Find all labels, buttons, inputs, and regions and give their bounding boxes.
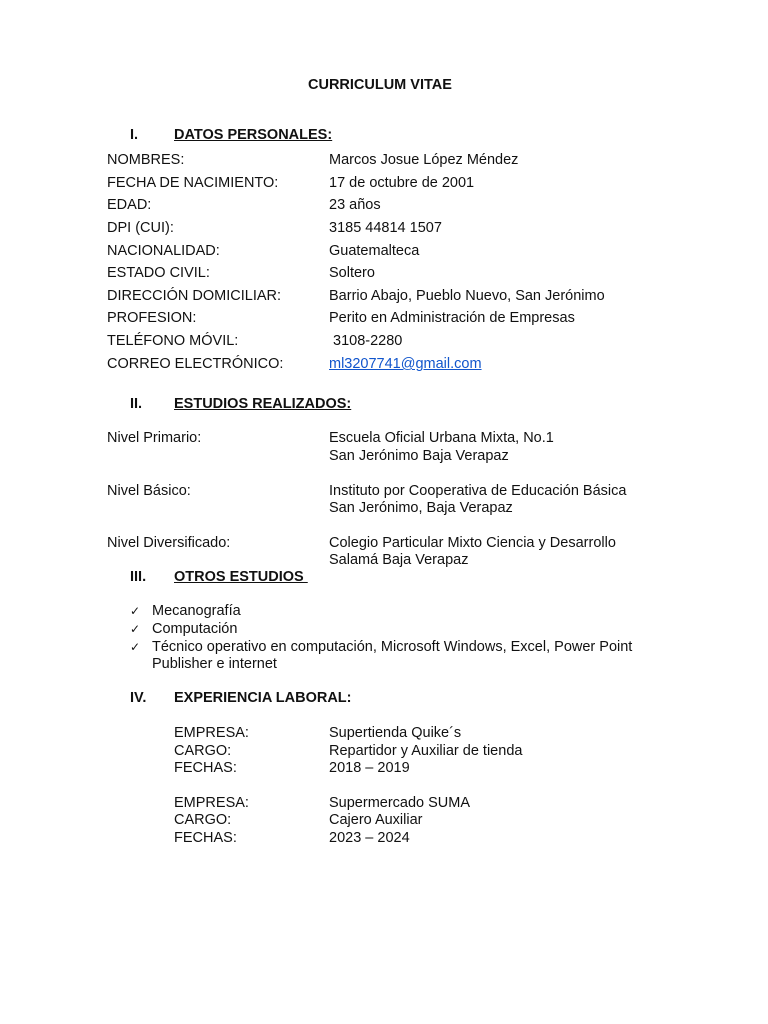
- document-title: CURRICULUM VITAE: [308, 77, 452, 93]
- label-nombres: NOMBRES:: [107, 152, 185, 168]
- value-fecha-nacimiento: 17 de octubre de 2001: [329, 175, 475, 191]
- value-dpi: 3185 44814 1507: [329, 220, 442, 236]
- value-telefono: 3108-2280: [329, 333, 403, 349]
- exp-company: Supertienda Quike´s: [329, 725, 462, 741]
- check-icon: ✓: [130, 604, 141, 618]
- exp-company-label: EMPRESA:: [174, 725, 249, 741]
- label-correo: CORREO ELECTRÓNICO:: [107, 356, 284, 372]
- section-numeral-ii: II.: [130, 396, 143, 412]
- label-dpi: DPI (CUI):: [107, 220, 174, 236]
- label-edad: EDAD:: [107, 197, 152, 213]
- study-level-basico: Nivel Básico:: [107, 483, 191, 499]
- section-numeral-i: I.: [130, 127, 139, 143]
- value-profesion: Perito en Administración de Empresas: [329, 310, 575, 326]
- list-item: Técnico operativo en computación, Microsoft Windows, Excel, Power Point: [152, 639, 633, 655]
- section-heading-datos-personales: DATOS PERSONALES:: [174, 127, 333, 143]
- exp-role: Cajero Auxiliar: [329, 812, 423, 828]
- label-nacionalidad: NACIONALIDAD:: [107, 243, 220, 259]
- list-item-continuation: Publisher e internet: [152, 656, 277, 672]
- exp-role: Repartidor y Auxiliar de tienda: [329, 743, 523, 759]
- check-icon: ✓: [130, 622, 141, 636]
- value-direccion: Barrio Abajo, Pueblo Nuevo, San Jerónimo: [329, 288, 605, 304]
- study-school-primario: Escuela Oficial Urbana Mixta, No.1: [329, 430, 554, 446]
- study-school-diversificado: Colegio Particular Mixto Ciencia y Desarrollo: [329, 535, 616, 551]
- exp-dates: 2023 – 2024: [329, 830, 410, 846]
- value-nacionalidad: Guatemalteca: [329, 243, 420, 259]
- study-school-basico: Instituto por Cooperativa de Educación Básica: [329, 483, 627, 499]
- exp-role-label: CARGO:: [174, 743, 232, 759]
- list-item: Computación: [152, 621, 238, 637]
- list-item: Mecanografía: [152, 603, 241, 619]
- value-estado-civil: Soltero: [329, 265, 375, 281]
- email-link[interactable]: ml3207741@gmail.com: [329, 356, 482, 372]
- label-direccion: DIRECCIÓN DOMICILIAR:: [107, 288, 282, 304]
- label-estado-civil: ESTADO CIVIL:: [107, 265, 210, 281]
- label-telefono: TELÉFONO MÓVIL:: [107, 333, 239, 349]
- study-level-diversificado: Nivel Diversificado:: [107, 535, 231, 551]
- exp-dates-label: FECHAS:: [174, 830, 237, 846]
- section-numeral-iii: III.: [130, 569, 147, 585]
- study-level-primario: Nivel Primario:: [107, 430, 202, 446]
- study-place-primario: San Jerónimo Baja Verapaz: [329, 448, 509, 464]
- check-icon: ✓: [130, 640, 141, 654]
- exp-dates: 2018 – 2019: [329, 760, 410, 776]
- value-nombres: Marcos Josue López Méndez: [329, 152, 519, 168]
- exp-company: Supermercado SUMA: [329, 795, 471, 811]
- study-place-basico: San Jerónimo, Baja Verapaz: [329, 500, 513, 516]
- exp-company-label: EMPRESA:: [174, 795, 249, 811]
- label-fecha-nacimiento: FECHA DE NACIMIENTO:: [107, 175, 279, 191]
- exp-dates-label: FECHAS:: [174, 760, 237, 776]
- section-heading-otros-estudios: OTROS ESTUDIOS: [174, 569, 308, 585]
- exp-role-label: CARGO:: [174, 812, 232, 828]
- section-numeral-iv: IV.: [130, 690, 147, 706]
- study-place-diversificado: Salamá Baja Verapaz: [329, 552, 469, 568]
- section-heading-experiencia-laboral: EXPERIENCIA LABORAL:: [174, 690, 352, 706]
- section-heading-estudios-realizados: ESTUDIOS REALIZADOS:: [174, 396, 352, 412]
- value-edad: 23 años: [329, 197, 381, 213]
- label-profesion: PROFESION:: [107, 310, 197, 326]
